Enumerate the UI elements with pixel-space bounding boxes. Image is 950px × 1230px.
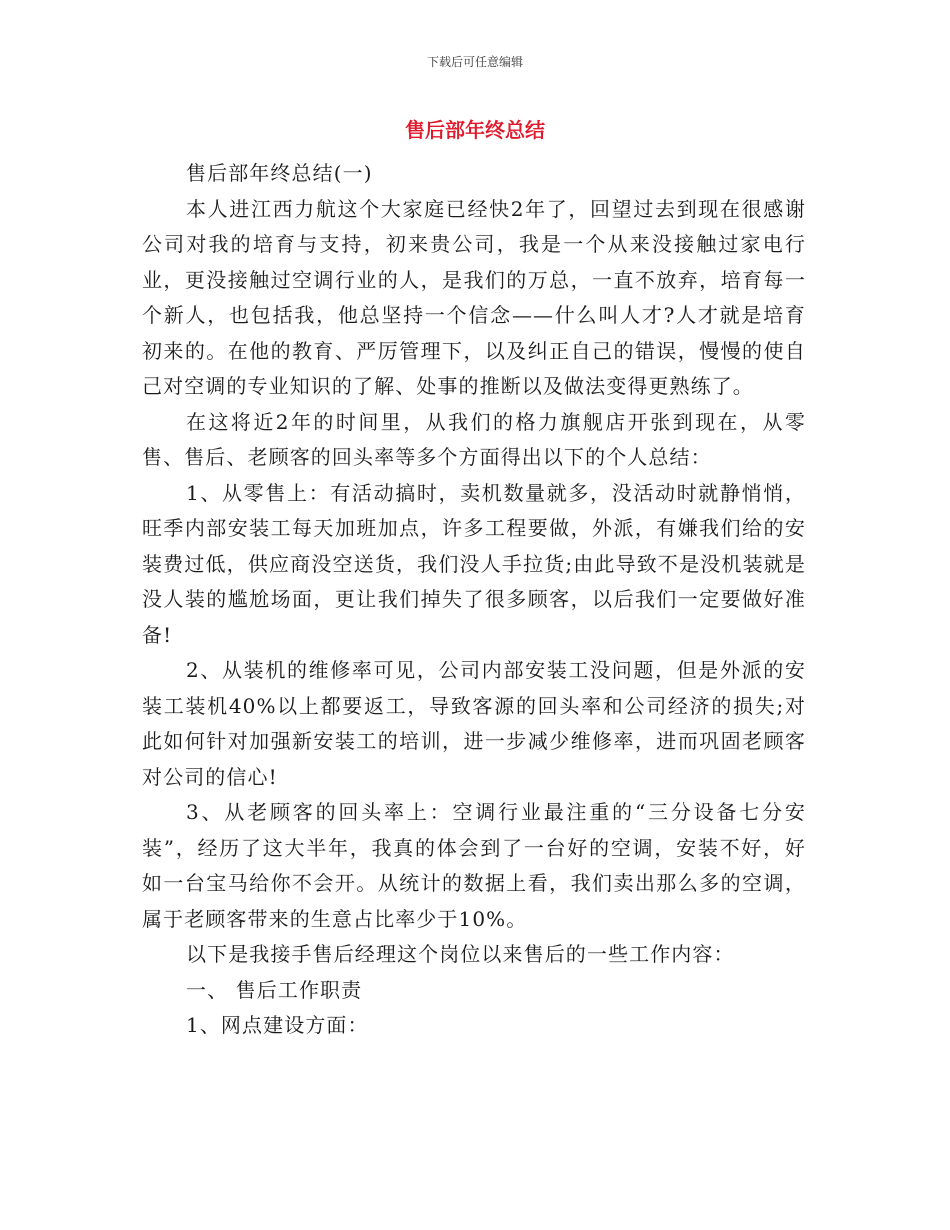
body-paragraph: 1、从零售上：有活动搞时，卖机数量就多，没活动时就静悄悄，旺季内部安装工每天加班加点，许多工程要做，外派，有嫌我们给的安装费过低，供应商没空送货，我们没人手拉货;由此导致不是没机装就是没人装的尴尬场面，更让我们掉失了很多顾客，以后我们一定要做好准备! — [142, 480, 806, 647]
document-title: 售后部年终总结 — [405, 118, 545, 142]
body-paragraph: 3、从老顾客的回头率上：空调行业最注重的“三分设备七分安装”，经历了这大半年，我真的体会到了一台好的空调，安装不好，好如一台宝马给你不会开。从统计的数据上看，我们卖出那么多的空调，属于老顾客带来的生意占比率少于10%。 — [142, 800, 806, 931]
subtitle-paragraph: 售后部年终总结(一) — [186, 161, 373, 185]
body-paragraph: 在这将近2年的时间里，从我们的格力旗舰店开张到现在，从零售、售后、老顾客的回头率等多个方面得出以下的个人总结： — [142, 409, 806, 469]
section-heading: 一、 售后工作职责 — [186, 977, 363, 1002]
body-paragraph: 本人进江西力航这个大家庭已经快2年了，回望过去到现在很感谢公司对我的培育与支持，初来贵公司，我是一个从来没接触过家电行业，更没接触过空调行业的人，是我们的万总，一直不放弃，培育每一个新人，也包括我，他总坚持一个信念——什么叫人才?人才就是培育初来的。在他的教育、严厉管理下，以及纠正自己的错误，慢慢的使自己对空调的专业知识的了解、处事的推断以及做法变得更熟练了。 — [142, 196, 806, 398]
body-paragraph: 2、从装机的维修率可见，公司内部安装工没问题，但是外派的安装工装机40%以上都要返工，导致客源的回头率和公司经济的损失;对此如何针对加强新安装工的培训，进一步减少维修率，进而巩固老顾客对公司的信心! — [142, 658, 806, 789]
body-paragraph: 以下是我接手售后经理这个岗位以来售后的一些工作内容： — [186, 942, 735, 966]
document-body — [142, 156, 806, 1044]
page-header-note: 下载后可任意编辑 — [426, 55, 523, 69]
subsection-heading: 1、网点建设方面： — [186, 1013, 369, 1037]
